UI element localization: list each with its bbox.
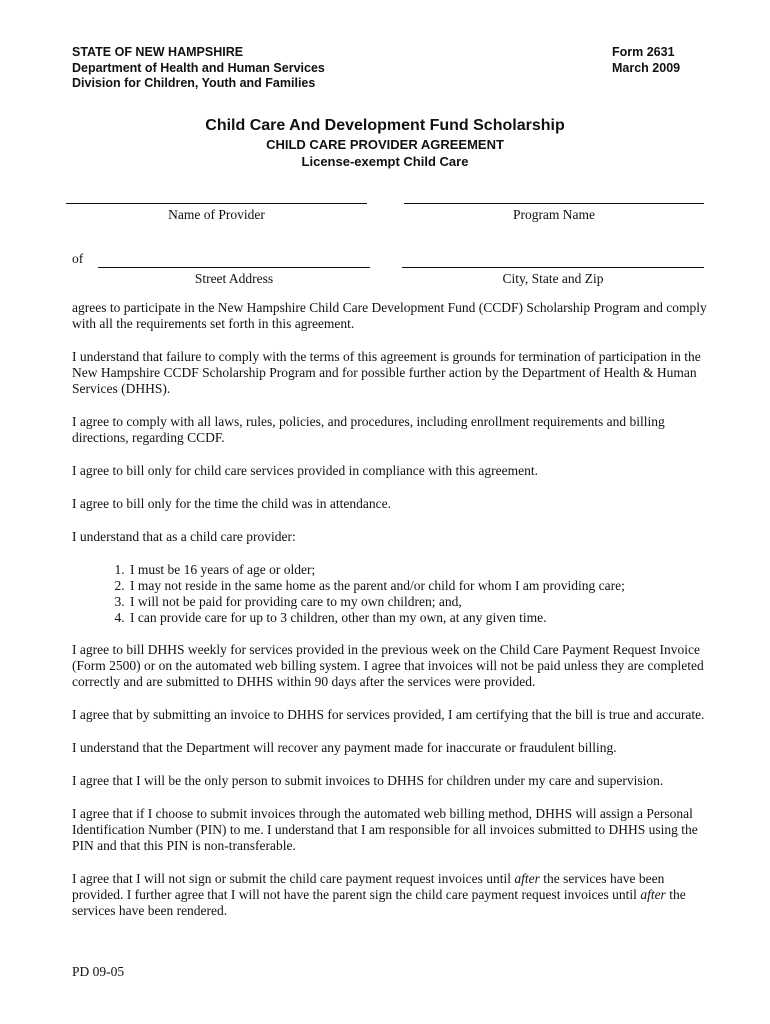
signature-line bbox=[98, 267, 370, 268]
street-address-field[interactable] bbox=[98, 267, 370, 287]
paragraph: agrees to participate in the New Hampshire Child Care Development Fund (CCDF) Scholarship Program and comply with all the requirements set forth in this agreement. bbox=[72, 300, 707, 331]
text-run: I agree that I will not sign or submit the child care payment request invoices until bbox=[72, 871, 515, 886]
signature-line bbox=[404, 203, 704, 204]
paragraph: I understand that failure to comply with the terms of this agreement is grounds for termination of participation in the New Hampshire CCDF Scholarship Program and for possible further action by the Department of Health & Human Services (DHHS). bbox=[72, 349, 701, 396]
signature-line bbox=[66, 203, 367, 204]
paragraph bbox=[72, 871, 708, 919]
paragraph: I agree to comply with all laws, rules, policies, and procedures, including enrollment requirements and billing directions, regarding CCDF. bbox=[72, 414, 665, 445]
list-item: 1. I must be 16 years of age or older; bbox=[128, 562, 708, 578]
division-name: Division for Children, Youth and Families bbox=[72, 76, 316, 90]
program-name-label: Program Name bbox=[512, 207, 596, 222]
provider-name-field[interactable] bbox=[66, 203, 367, 223]
paragraph: I agree to bill only for the time the child was in attendance. bbox=[72, 496, 392, 511]
agreement-body bbox=[72, 300, 708, 936]
form-number: Form 2631 bbox=[612, 45, 675, 59]
paragraph: I agree that by submitting an invoice to DHHS for services provided, I am certifying that the bill is true and accurate. bbox=[72, 707, 705, 722]
form-date: March 2009 bbox=[612, 60, 681, 75]
title-block bbox=[0, 116, 770, 170]
agency-header bbox=[72, 45, 325, 92]
page-subtitle-secondary: License-exempt Child Care bbox=[301, 154, 469, 169]
city-state-zip-field[interactable] bbox=[402, 267, 704, 287]
paragraph: I understand that as a child care provider: bbox=[72, 529, 296, 544]
emphasis: after bbox=[514, 871, 540, 886]
paragraph: I agree that I will be the only person to submit invoices to DHHS for children under my care and supervision. bbox=[72, 773, 664, 788]
list-item: 3. I will not be paid for providing care to my own children; and, bbox=[128, 594, 708, 610]
list-item: 2. I may not reside in the same home as the parent and/or child for whom I am providing care; bbox=[128, 578, 708, 594]
form-info bbox=[612, 45, 680, 76]
paragraph: I agree to bill DHHS weekly for services provided in the previous week on the Child Care Payment Request Invoice (Form 2500) or on the automated web billing system. I agree that invoices will not be paid unless they are completed correctly and are submitted to DHHS within 90 days after the services were provided. bbox=[72, 642, 704, 689]
paragraph: I understand that the Department will recover any payment made for inaccurate or fraudulent billing. bbox=[72, 740, 617, 755]
page-title: Child Care And Development Fund Scholarship bbox=[205, 117, 565, 134]
emphasis: after bbox=[640, 887, 666, 902]
requirements-list bbox=[72, 562, 708, 626]
list-item: 4. I can provide care for up to 3 children, other than my own, at any given time. bbox=[128, 610, 708, 626]
paragraph: I agree that if I choose to submit invoices through the automated web billing method, DHHS will assign a Personal Identification Number (PIN) to me. I understand that I am responsible for all invoices submitted to DHHS using the PIN and that this PIN is non-transferable. bbox=[72, 806, 698, 853]
department-name: Department of Health and Human Services bbox=[72, 60, 325, 75]
program-name-field[interactable] bbox=[404, 203, 704, 223]
provider-name-label: Name of Provider bbox=[168, 207, 265, 222]
street-address-label: Street Address bbox=[194, 271, 274, 286]
of-label: of bbox=[72, 251, 84, 266]
city-state-zip-label: City, State and Zip bbox=[502, 271, 604, 286]
text-run: the services have been rendered. bbox=[72, 887, 686, 918]
page-subtitle: CHILD CARE PROVIDER AGREEMENT bbox=[266, 137, 504, 152]
text-run: the services have been provided. I further agree that I will not have the parent sign the child care payment request invoices until bbox=[72, 871, 665, 902]
footer-code: PD 09-05 bbox=[72, 964, 125, 979]
paragraph: I agree to bill only for child care services provided in compliance with this agreement. bbox=[72, 463, 538, 478]
state-name: STATE OF NEW HAMPSHIRE bbox=[72, 45, 244, 59]
signature-line bbox=[402, 267, 704, 268]
